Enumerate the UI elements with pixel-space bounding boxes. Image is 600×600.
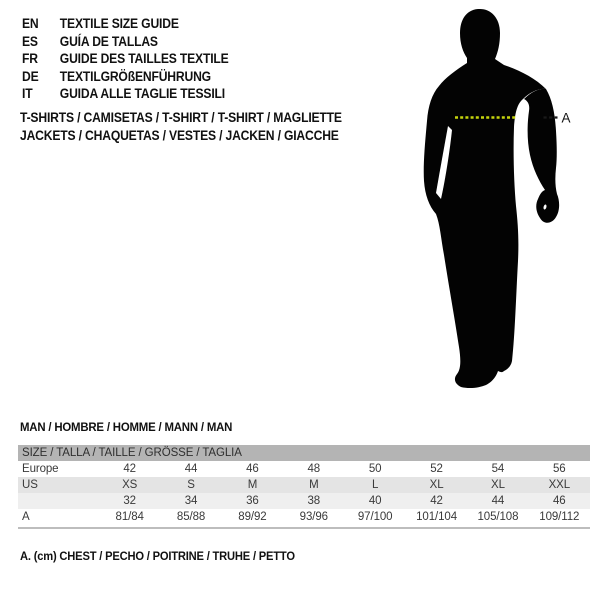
lang-code: IT	[22, 86, 33, 102]
size-value: 85/88	[176, 511, 206, 523]
size-value: S	[187, 479, 195, 491]
lang-code: FR	[22, 51, 38, 67]
size-value: 101/104	[416, 511, 457, 523]
size-value: 97/100	[357, 511, 393, 523]
size-value: XL	[429, 479, 444, 491]
table-row-numeric	[18, 493, 590, 509]
row-label: A	[22, 511, 30, 523]
size-value: XXL	[548, 479, 571, 491]
size-value: 42	[123, 463, 136, 475]
size-value: L	[372, 479, 379, 491]
size-value: 105/108	[477, 511, 519, 523]
size-value: 32	[123, 495, 136, 507]
size-value: M	[247, 479, 258, 491]
category-tshirts: T-SHIRTS / CAMISETAS / T-SHIRT / T-SHIRT / MAGLIETTE	[20, 110, 342, 125]
measure-label-a: A	[561, 110, 571, 126]
lang-label: GUIDE DES TAILLES TEXTILE	[59, 51, 229, 67]
row-label: Europe	[22, 463, 59, 475]
size-value: 50	[368, 463, 382, 475]
lang-label: TEXTILGRÖßENFÜHRUNG	[59, 68, 211, 84]
lang-code: EN	[22, 16, 39, 32]
lang-code: ES	[22, 33, 38, 49]
size-value: 44	[491, 495, 505, 507]
size-value: 44	[184, 463, 198, 475]
size-value: 89/92	[238, 511, 267, 523]
category-jackets: JACKETS / CHAQUETAS / VESTES / JACKEN / GIACCHE	[20, 128, 339, 143]
man-silhouette	[424, 9, 546, 388]
size-value: XL	[491, 479, 505, 491]
size-table-header: SIZE / TALLA / TAILLE / GRÖSSE / TAGLIA	[18, 445, 590, 461]
size-value: XS	[122, 479, 138, 491]
size-value: 38	[307, 495, 321, 507]
size-table	[18, 445, 590, 529]
lang-label: GUÍA DE TALLAS	[59, 33, 158, 49]
lang-label: TEXTILE SIZE GUIDE	[59, 16, 179, 32]
gender-heading: MAN / HOMBRE / HOMME / MANN / MAN	[20, 420, 233, 434]
size-value: 34	[184, 495, 198, 507]
lang-label: GUIDA ALLE TAGLIE TESSILI	[59, 86, 225, 102]
measurement-footnote: A. (cm) CHEST / PECHO / POITRINE / TRUHE / PETTO	[20, 549, 295, 563]
size-value: 46	[553, 495, 566, 507]
size-value: 81/84	[115, 511, 144, 523]
size-value: M	[309, 479, 319, 491]
size-value: 109/112	[539, 511, 580, 523]
size-value: 40	[368, 495, 382, 507]
size-value: 93/96	[299, 511, 328, 523]
size-value: 56	[553, 463, 566, 475]
man-right-arm	[524, 89, 559, 223]
size-value: 46	[246, 463, 259, 475]
table-row-chest-cm	[18, 509, 590, 529]
size-value: 52	[430, 463, 443, 475]
row-label: US	[22, 479, 38, 491]
size-value: 42	[430, 495, 443, 507]
size-value: 36	[246, 495, 259, 507]
row-label	[18, 493, 99, 509]
size-value: 48	[307, 463, 321, 475]
lang-code: DE	[22, 68, 39, 84]
size-value: 54	[491, 463, 505, 475]
table-row-europe	[18, 461, 590, 477]
table-row-us	[18, 477, 590, 493]
